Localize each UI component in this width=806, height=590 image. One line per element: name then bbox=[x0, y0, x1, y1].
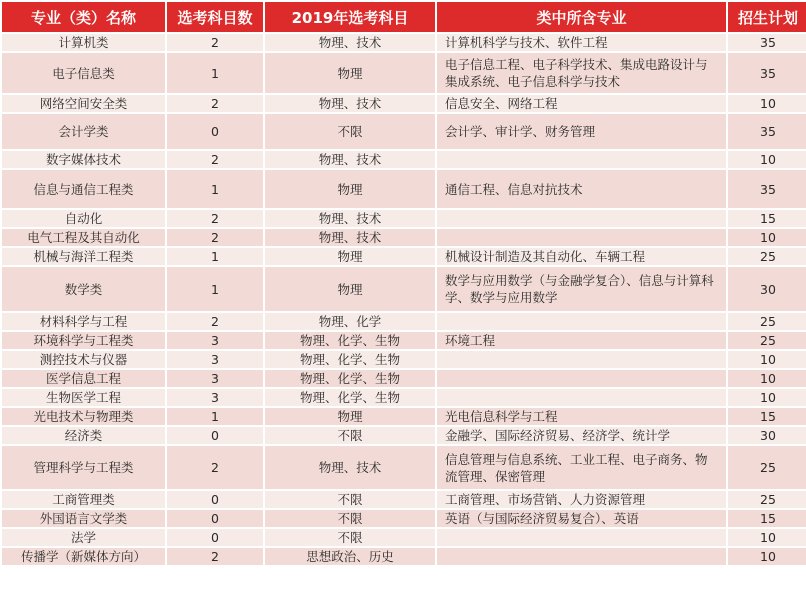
header-quota: 招生计划 bbox=[728, 2, 806, 32]
included-majors-cell bbox=[437, 529, 726, 546]
major-cell: 网络空间安全类 bbox=[2, 95, 165, 112]
subjects-cell: 物理 bbox=[265, 248, 435, 265]
major-cell: 材料科学与工程 bbox=[2, 313, 165, 330]
subject-count-cell: 2 bbox=[167, 210, 263, 227]
included-majors-cell bbox=[437, 389, 726, 406]
included-majors-cell: 金融学、国际经济贸易、经济学、统计学 bbox=[437, 427, 726, 444]
header-subjects: 2019年选考科目 bbox=[265, 2, 435, 32]
table-row bbox=[2, 53, 806, 93]
subjects-cell: 不限 bbox=[265, 427, 435, 444]
quota-cell: 25 bbox=[728, 446, 806, 489]
header-row bbox=[2, 2, 806, 32]
subjects-cell: 物理、技术 bbox=[265, 95, 435, 112]
subjects-cell: 不限 bbox=[265, 114, 435, 149]
included-majors-cell: 信息管理与信息系统、工业工程、电子商务、物流管理、保密管理 bbox=[437, 446, 726, 489]
quota-cell: 10 bbox=[728, 529, 806, 546]
subject-count-cell: 0 bbox=[167, 491, 263, 508]
major-cell: 自动化 bbox=[2, 210, 165, 227]
subject-count-cell: 2 bbox=[167, 313, 263, 330]
subjects-cell: 思想政治、历史 bbox=[265, 548, 435, 565]
included-majors-cell: 计算机科学与技术、软件工程 bbox=[437, 34, 726, 51]
subject-count-cell: 2 bbox=[167, 229, 263, 246]
subject-count-cell: 3 bbox=[167, 370, 263, 387]
quota-cell: 15 bbox=[728, 510, 806, 527]
table-row bbox=[2, 229, 806, 246]
table-row bbox=[2, 151, 806, 168]
quota-cell: 25 bbox=[728, 332, 806, 349]
subjects-cell: 物理、化学、生物 bbox=[265, 332, 435, 349]
subject-count-cell: 1 bbox=[167, 267, 263, 311]
subject-count-cell: 2 bbox=[167, 548, 263, 565]
subjects-cell: 物理、技术 bbox=[265, 151, 435, 168]
table-row bbox=[2, 248, 806, 265]
included-majors-cell: 机械设计制造及其自动化、车辆工程 bbox=[437, 248, 726, 265]
included-majors-cell bbox=[437, 370, 726, 387]
quota-cell: 10 bbox=[728, 229, 806, 246]
table-row bbox=[2, 427, 806, 444]
table-row bbox=[2, 389, 806, 406]
major-cell: 电气工程及其自动化 bbox=[2, 229, 165, 246]
subjects-cell: 物理、技术 bbox=[265, 446, 435, 489]
subject-count-cell: 1 bbox=[167, 53, 263, 93]
major-cell: 传播学（新媒体方向） bbox=[2, 548, 165, 565]
major-cell: 管理科学与工程类 bbox=[2, 446, 165, 489]
table-row bbox=[2, 210, 806, 227]
major-cell: 光电技术与物理类 bbox=[2, 408, 165, 425]
table-row bbox=[2, 313, 806, 330]
subject-count-cell: 3 bbox=[167, 389, 263, 406]
subject-count-cell: 2 bbox=[167, 151, 263, 168]
table-row bbox=[2, 370, 806, 387]
subjects-cell: 物理、技术 bbox=[265, 34, 435, 51]
subject-count-cell: 0 bbox=[167, 427, 263, 444]
subjects-cell: 物理 bbox=[265, 53, 435, 93]
subjects-cell: 不限 bbox=[265, 491, 435, 508]
included-majors-cell: 电子信息工程、电子科学技术、集成电路设计与集成系统、电子信息科学与技术 bbox=[437, 53, 726, 93]
quota-cell: 35 bbox=[728, 53, 806, 93]
subject-count-cell: 1 bbox=[167, 408, 263, 425]
quota-cell: 10 bbox=[728, 351, 806, 368]
quota-cell: 10 bbox=[728, 389, 806, 406]
table-row bbox=[2, 529, 806, 546]
major-cell: 医学信息工程 bbox=[2, 370, 165, 387]
table-row bbox=[2, 114, 806, 149]
major-cell: 生物医学工程 bbox=[2, 389, 165, 406]
subjects-cell: 物理、化学、生物 bbox=[265, 351, 435, 368]
major-cell: 工商管理类 bbox=[2, 491, 165, 508]
subjects-cell: 不限 bbox=[265, 510, 435, 527]
table-row bbox=[2, 95, 806, 112]
quota-cell: 25 bbox=[728, 248, 806, 265]
included-majors-cell bbox=[437, 229, 726, 246]
table-row bbox=[2, 548, 806, 565]
included-majors-cell: 工商管理、市场营销、人力资源管理 bbox=[437, 491, 726, 508]
table-row bbox=[2, 267, 806, 311]
included-majors-cell: 英语（与国际经济贸易复合）、英语 bbox=[437, 510, 726, 527]
subjects-cell: 物理、化学 bbox=[265, 313, 435, 330]
subjects-cell: 物理、技术 bbox=[265, 229, 435, 246]
subject-count-cell: 2 bbox=[167, 95, 263, 112]
quota-cell: 15 bbox=[728, 210, 806, 227]
subjects-cell: 物理、技术 bbox=[265, 210, 435, 227]
quota-cell: 25 bbox=[728, 491, 806, 508]
major-cell: 数学类 bbox=[2, 267, 165, 311]
major-cell: 会计学类 bbox=[2, 114, 165, 149]
table-row bbox=[2, 351, 806, 368]
header-included-majors: 类中所含专业 bbox=[437, 2, 726, 32]
subject-count-cell: 0 bbox=[167, 529, 263, 546]
subjects-cell: 物理 bbox=[265, 267, 435, 311]
subjects-cell: 物理、化学、生物 bbox=[265, 370, 435, 387]
quota-cell: 30 bbox=[728, 427, 806, 444]
included-majors-cell bbox=[437, 210, 726, 227]
included-majors-cell: 信息安全、网络工程 bbox=[437, 95, 726, 112]
major-cell: 环境科学与工程类 bbox=[2, 332, 165, 349]
subject-count-cell: 2 bbox=[167, 446, 263, 489]
major-cell: 测控技术与仪器 bbox=[2, 351, 165, 368]
major-cell: 信息与通信工程类 bbox=[2, 170, 165, 208]
included-majors-cell bbox=[437, 151, 726, 168]
major-cell: 计算机类 bbox=[2, 34, 165, 51]
included-majors-cell: 通信工程、信息对抗技术 bbox=[437, 170, 726, 208]
subjects-cell: 物理 bbox=[265, 408, 435, 425]
quota-cell: 30 bbox=[728, 267, 806, 311]
subject-count-cell: 1 bbox=[167, 248, 263, 265]
subject-count-cell: 0 bbox=[167, 510, 263, 527]
table-row bbox=[2, 332, 806, 349]
subjects-cell: 物理、化学、生物 bbox=[265, 389, 435, 406]
table-row bbox=[2, 408, 806, 425]
included-majors-cell: 会计学、审计学、财务管理 bbox=[437, 114, 726, 149]
table-row bbox=[2, 510, 806, 527]
table-row bbox=[2, 170, 806, 208]
header-subject-count: 选考科目数 bbox=[167, 2, 263, 32]
quota-cell: 25 bbox=[728, 313, 806, 330]
major-cell: 经济类 bbox=[2, 427, 165, 444]
included-majors-cell: 环境工程 bbox=[437, 332, 726, 349]
major-cell: 电子信息类 bbox=[2, 53, 165, 93]
table-header bbox=[2, 2, 806, 32]
quota-cell: 15 bbox=[728, 408, 806, 425]
table-body bbox=[2, 34, 806, 565]
quota-cell: 10 bbox=[728, 548, 806, 565]
table-row bbox=[2, 446, 806, 489]
table-row bbox=[2, 34, 806, 51]
major-cell: 法学 bbox=[2, 529, 165, 546]
major-cell: 机械与海洋工程类 bbox=[2, 248, 165, 265]
included-majors-cell bbox=[437, 548, 726, 565]
included-majors-cell bbox=[437, 351, 726, 368]
subjects-cell: 不限 bbox=[265, 529, 435, 546]
quota-cell: 35 bbox=[728, 34, 806, 51]
major-cell: 数字媒体技术 bbox=[2, 151, 165, 168]
subject-count-cell: 2 bbox=[167, 34, 263, 51]
table-row bbox=[2, 491, 806, 508]
quota-cell: 10 bbox=[728, 151, 806, 168]
quota-cell: 10 bbox=[728, 370, 806, 387]
subject-count-cell: 3 bbox=[167, 332, 263, 349]
quota-cell: 10 bbox=[728, 95, 806, 112]
quota-cell: 35 bbox=[728, 114, 806, 149]
included-majors-cell: 数学与应用数学（与金融学复合）、信息与计算科学、数学与应用数学 bbox=[437, 267, 726, 311]
subject-count-cell: 0 bbox=[167, 114, 263, 149]
subject-count-cell: 3 bbox=[167, 351, 263, 368]
included-majors-cell bbox=[437, 313, 726, 330]
subjects-cell: 物理 bbox=[265, 170, 435, 208]
quota-cell: 35 bbox=[728, 170, 806, 208]
header-major: 专业（类）名称 bbox=[2, 2, 165, 32]
included-majors-cell: 光电信息科学与工程 bbox=[437, 408, 726, 425]
subject-count-cell: 1 bbox=[167, 170, 263, 208]
major-cell: 外国语言文学类 bbox=[2, 510, 165, 527]
